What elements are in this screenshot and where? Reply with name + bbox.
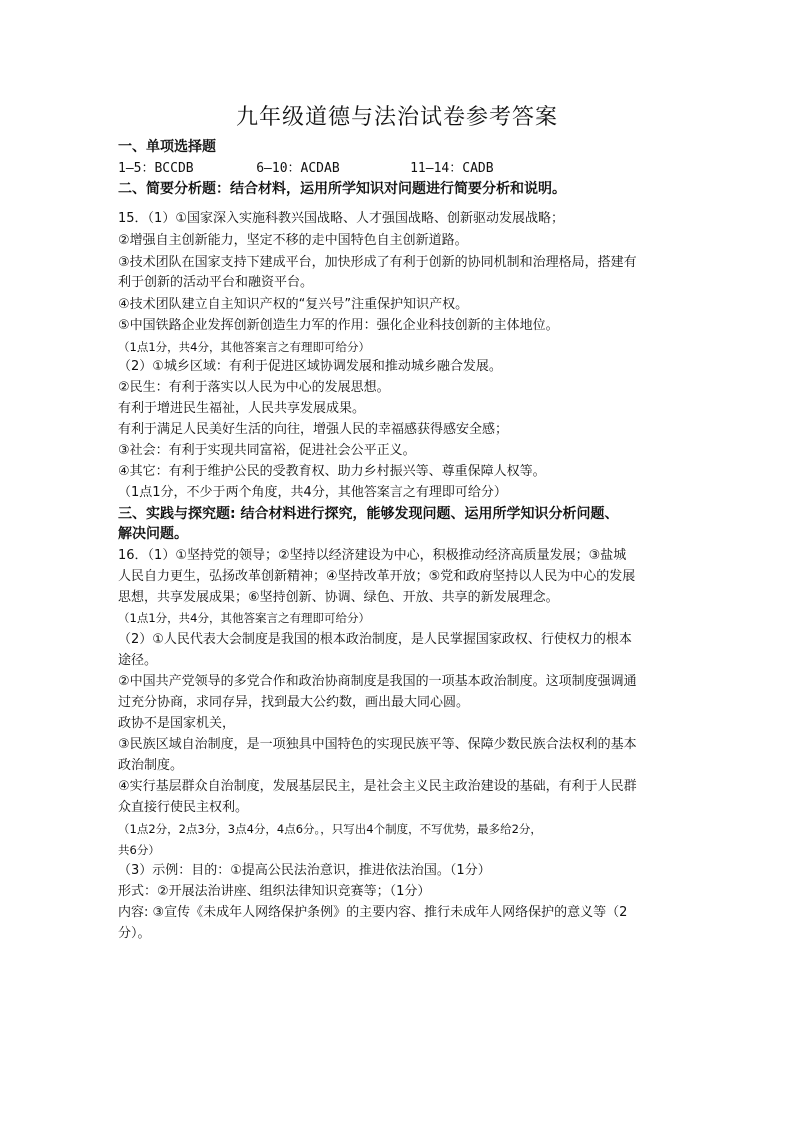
q15-line: ③社会：有利于实现共同富裕，促进社会公平正义。	[118, 443, 416, 458]
q15-line: 有利于满足人民美好生活的向往，增强人民的幸福感获得感安全感；	[118, 422, 509, 437]
q16-line: 形式：②开展法治讲座、组织法律知识竞赛等；（1分）	[118, 884, 431, 899]
section-heading-practice-cont: 解决问题。	[118, 526, 188, 542]
q15-line: ⑤中国铁路企业发挥创新创造生力军的作用：强化企业科技创新的主体地位。	[118, 318, 559, 333]
section-heading-single-choice: 一、单项选择题	[118, 139, 216, 155]
scoring-note: （1点1分，共4分，其他答案言之有理即可给分）	[118, 340, 370, 354]
choice-answers: 1—5：BCCDB 6—10：ACDAB 11—14：CADB	[118, 161, 494, 176]
q16-line: 过充分协商，求同存异，找到最大公约数，画出最大同心圆。	[118, 695, 470, 710]
q16-line: 人民自力更生，弘扬改革创新精神；④坚持改革开放；⑤党和政府坚持以人民为中心的发展	[118, 569, 636, 584]
q15-line: ④其它：有利于维护公民的受教育权、助力乡村振兴等、尊重保障人权等。	[118, 464, 546, 479]
q15-line: 利于创新的活动平台和融资平台。	[118, 275, 314, 290]
q15-line: ④技术团队建立自主知识产权的“复兴号”注重保护知识产权。	[118, 297, 469, 312]
q16-line: 政治制度。	[118, 758, 184, 773]
q16-line: ②中国共产党领导的多党合作和政治协商制度是我国的一项基本政治制度。这项制度强调通	[118, 674, 637, 689]
q15-line: ③技术团队在国家支持下建成平台，加快形成了有利于创新的协同机制和治理格局，搭建有	[118, 255, 637, 270]
q15-line: （2）①城乡区域：有利于促进区域协调发展和推动城乡融合发展。	[118, 359, 502, 374]
q16-line: 思想，共享发展成果；⑥坚持创新、协调、绿色、开放、共享的新发展理念。	[118, 590, 559, 605]
q16-line: 政协不是国家机关，	[118, 716, 236, 731]
q15-line: 有利于增进民生福祉，人民共享发展成果。	[118, 401, 366, 416]
q16-line: ③民族区域自治制度，是一项独具中国特色的实现民族平等、保障少数民族合法权利的基本	[118, 737, 637, 752]
q16-line: （2）①人民代表大会制度是我国的根本政治制度，是人民掌握国家政权、行使权力的根本	[118, 632, 632, 647]
scoring-note: （1点1分，不少于两个角度，共4分，其他答案言之有理即可给分）	[118, 485, 507, 500]
q16-line: 途径。	[118, 653, 158, 668]
page-title: 九年级道德与法治试卷参考答案	[235, 105, 558, 130]
q16-line: （3）示例：目的：①提高公民法治意识，推进依法治国。（1分）	[118, 863, 491, 878]
section-heading-analysis: 二、简要分析题：结合材料，运用所学知识对问题进行简要分析和说明。	[118, 181, 566, 197]
q16-line: 分）。	[118, 926, 151, 941]
q16-line: 内容: ③宣传《未成年人网络保护条例》的主要内容、推行未成年人网络保护的意义等（2	[118, 905, 628, 920]
scoring-note: （1点2分，2点3分，3点4分，4点6分。，只写出4个制度，不写优势，最多给2分，	[118, 822, 542, 836]
q15-line: 15．（1）①国家深入实施科教兴国战略、人才强国战略、创新驱动发展战略；	[118, 211, 564, 226]
q15-line: ②增强自主创新能力，坚定不移的走中国特色自主创新道路。	[118, 233, 468, 248]
q15-line: ②民生：有利于落实以人民为中心的发展思想。	[118, 380, 390, 395]
q16-line: 众直接行使民主权利。	[118, 800, 249, 815]
scoring-note: （1点1分，共4分，其他答案言之有理即可给分）	[118, 611, 370, 625]
q16-line: 16．（1）①坚持党的领导；②坚持以经济建设为中心，积极推动经济高质量发展；③盐城	[118, 548, 627, 563]
scoring-note: 共6分）	[118, 843, 160, 857]
q16-line: ④实行基层群众自治制度，发展基层民主，是社会主义民主政治建设的基础，有利于人民群	[118, 779, 637, 794]
section-heading-practice: 三、实践与探究题: 结合材料进行探究，能够发现问题、运用所学知识分析问题、	[118, 506, 619, 522]
